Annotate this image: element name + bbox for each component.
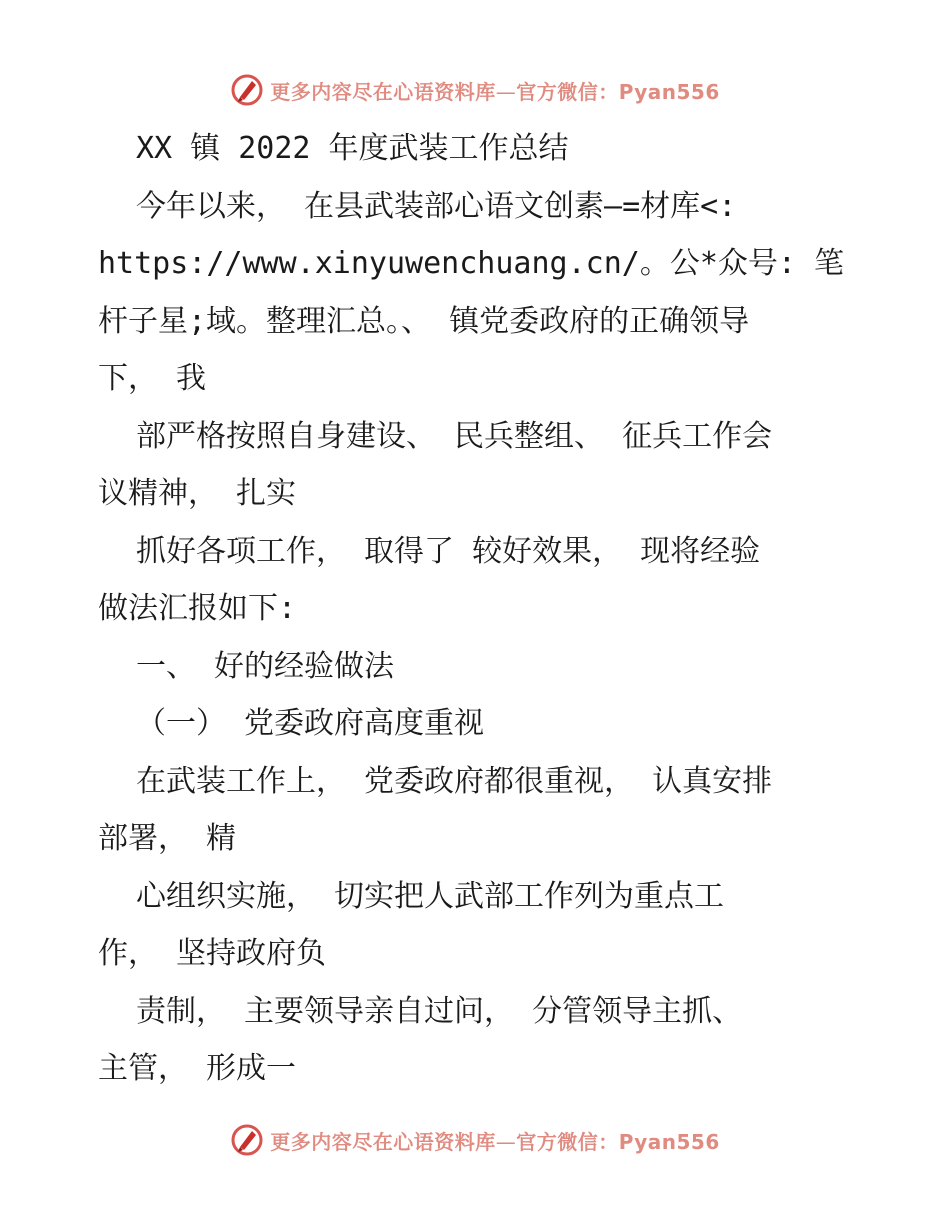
pen-nib-in-circle-icon bbox=[230, 1123, 264, 1157]
text-line: XX 镇 2022 年度武装工作总结 bbox=[136, 131, 569, 166]
text-line: https://www.xinyuwenchuang.cn/。公*众号: 笔 bbox=[98, 246, 845, 281]
text-line: 作， 坚持政府负 bbox=[98, 936, 327, 971]
watermark-banner-top bbox=[0, 70, 950, 110]
text-line: 部署， 精 bbox=[98, 821, 237, 856]
pen-nib-in-circle-icon bbox=[230, 73, 264, 107]
text-line: 下， 我 bbox=[98, 361, 207, 396]
watermark-content bbox=[230, 73, 720, 107]
watermark-content bbox=[230, 1123, 720, 1157]
text-line: 在武装工作上， 党委政府都很重视， 认真安排 bbox=[136, 763, 773, 799]
watermark-banner-bottom bbox=[0, 1120, 950, 1160]
text-line: 杆子星;域。整理汇总。、 镇党委政府的正确领导 bbox=[98, 303, 750, 339]
text-line: 做法汇报如下: bbox=[98, 591, 297, 626]
text-line: 部严格按照自身建设、 民兵整组、 征兵工作会 bbox=[136, 418, 773, 454]
watermark-text: 更多内容尽在心语资料库—官方微信：Pyan556 bbox=[270, 79, 720, 104]
text-line: 主管， 形成一 bbox=[98, 1051, 297, 1086]
watermark-text: 更多内容尽在心语资料库—官方微信：Pyan556 bbox=[270, 1129, 720, 1154]
text-line: 抓好各项工作， 取得了 较好效果， 现将经验 bbox=[136, 533, 761, 569]
text-line: （一） 党委政府高度重视 bbox=[136, 706, 485, 741]
text-line: 今年以来， 在县武装部心语文创素—=材库<: bbox=[136, 188, 737, 224]
text-line: 议精神， 扎实 bbox=[98, 476, 297, 511]
document-body bbox=[98, 120, 858, 1098]
text-line: 责制， 主要领导亲自过问， 分管领导主抓、 bbox=[136, 993, 743, 1029]
text-line: 一、 好的经验做法 bbox=[136, 648, 395, 684]
text-line: 心组织实施， 切实把人武部工作列为重点工 bbox=[136, 878, 725, 914]
